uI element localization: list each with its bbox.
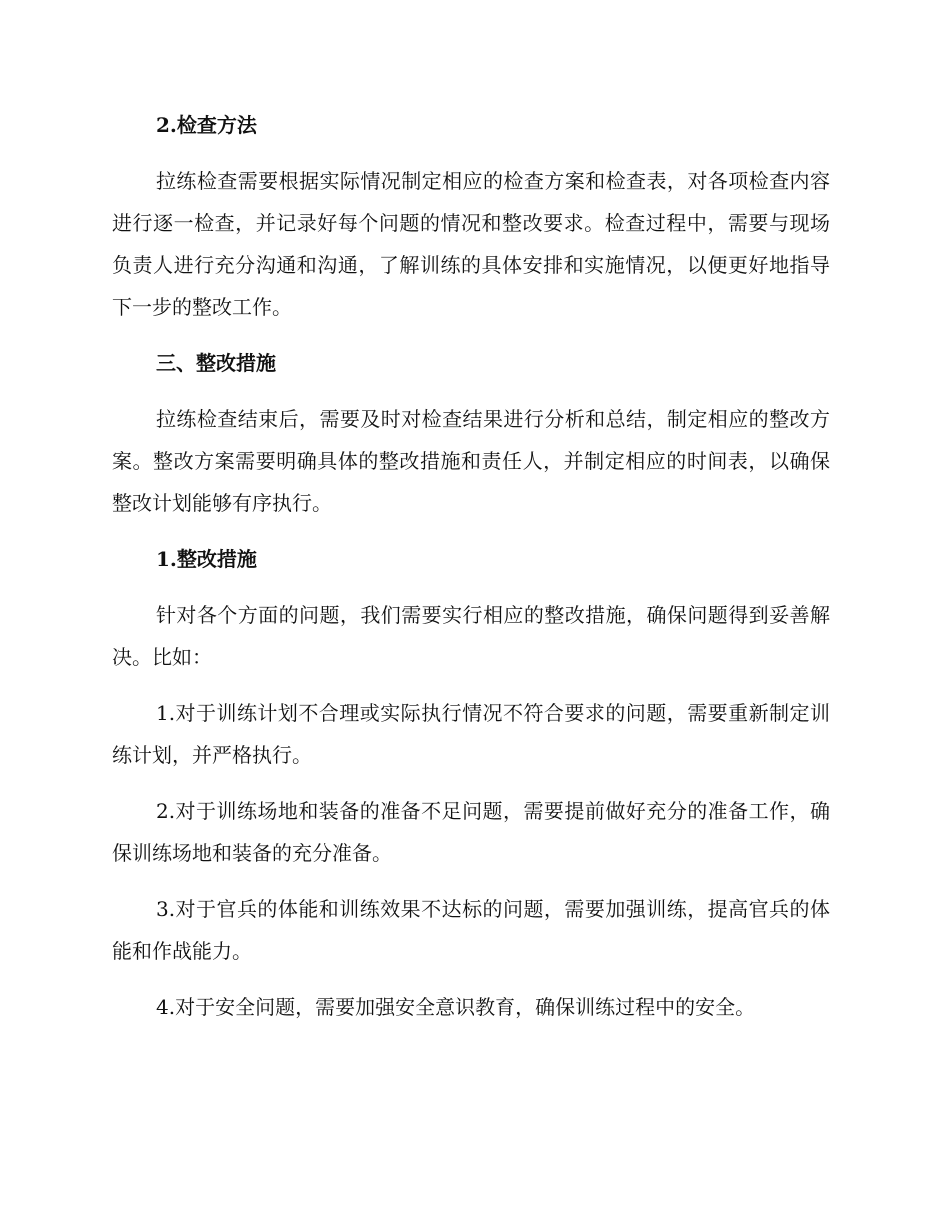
paragraph-inspection-method: 拉练检查需要根据实际情况制定相应的检查方案和检查表，对各项检查内容进行逐一检查，并记录好每个问题的情况和整改要求。检查过程中，需要与现场负责人进行充分沟通和沟通，了解训练的具体安排和实施情况，以便更好地指导下一步的整改工作。 <box>112 169 830 319</box>
list-item-measure-4: 4.对于安全问题，需要加强安全意识教育，确保训练过程中的安全。 <box>156 995 756 1019</box>
document-body <box>112 104 830 1028</box>
subsection-heading-measures: 1.整改措施 <box>156 547 257 571</box>
list-item-measure-3: 3.对于官兵的体能和训练效果不达标的问题，需要加强训练，提高官兵的体能和作战能力。 <box>112 897 830 963</box>
list-item-measure-2: 2.对于训练场地和装备的准备不足问题，需要提前做好充分的准备工作，确保训练场地和装备的充分准备。 <box>112 799 830 865</box>
paragraph-measures-intro: 针对各个方面的问题，我们需要实行相应的整改措施，确保问题得到妥善解决。比如： <box>112 603 830 669</box>
list-item-measure-1: 1.对于训练计划不合理或实际执行情况不符合要求的问题，需要重新制定训练计划，并严格执行。 <box>112 701 830 767</box>
paragraph-rectification-intro: 拉练检查结束后，需要及时对检查结果进行分析和总结，制定相应的整改方案。整改方案需要明确具体的整改措施和责任人，并制定相应的时间表，以确保整改计划能够有序执行。 <box>112 407 830 515</box>
section-heading-rectification-measures: 三、整改措施 <box>156 351 276 375</box>
section-heading-inspection-method: 2.检查方法 <box>156 113 257 137</box>
